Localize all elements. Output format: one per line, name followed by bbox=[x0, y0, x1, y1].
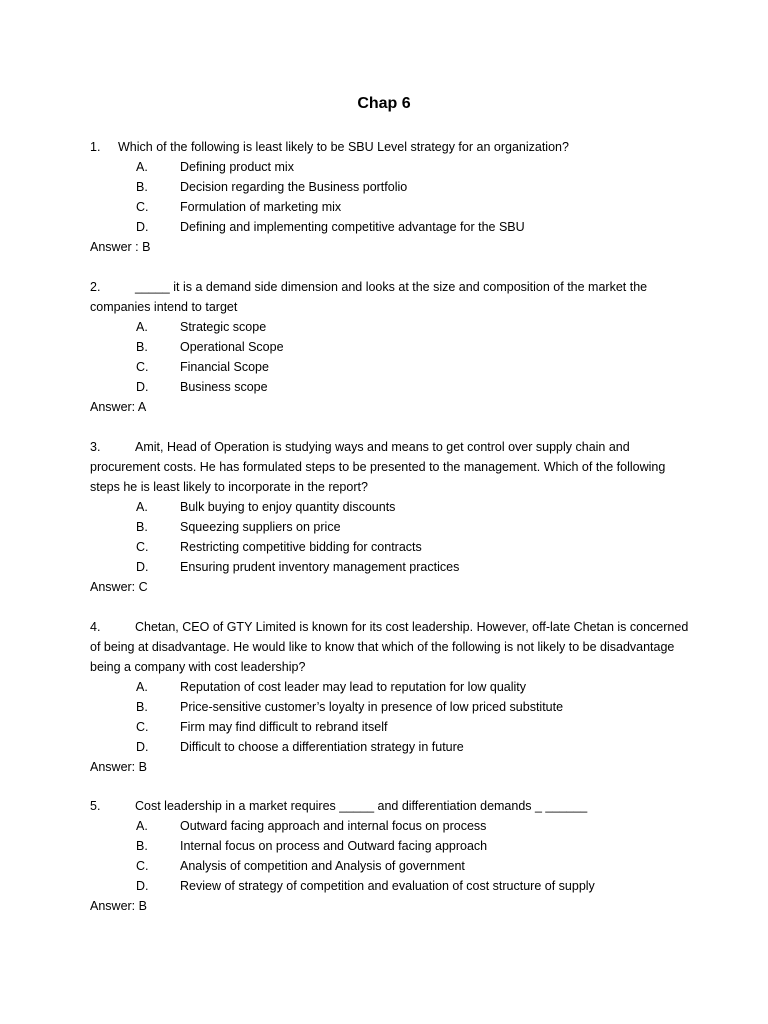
option-a: A. Outward facing approach and internal focus on process bbox=[136, 819, 487, 833]
question-1 bbox=[90, 137, 690, 257]
question-stem: Which of the following is least likely to be SBU Level strategy for an organization? bbox=[118, 140, 569, 154]
question-number: 5. bbox=[90, 799, 101, 813]
question-text bbox=[90, 617, 690, 677]
answer: Answer: A bbox=[90, 400, 147, 414]
question-number: 4. bbox=[90, 620, 101, 634]
option-d: D. Difficult to choose a differentiation strategy in future bbox=[136, 740, 464, 754]
option-b: B. Decision regarding the Business portfolio bbox=[136, 180, 408, 194]
option-a: A. Bulk buying to enjoy quantity discounts bbox=[136, 500, 396, 514]
question-number: 2. bbox=[90, 280, 101, 294]
option-c: C. Analysis of competition and Analysis of government bbox=[136, 859, 465, 873]
answer: Answer: B bbox=[90, 760, 147, 774]
question-3 bbox=[90, 437, 690, 597]
question-stem: Cost leadership in a market requires _____ and differentiation demands _ ______ bbox=[135, 799, 588, 813]
answer: Answer: B bbox=[90, 899, 147, 913]
option-a: A. Defining product mix bbox=[136, 160, 294, 174]
question-2 bbox=[90, 277, 690, 417]
option-c: C. Firm may find difficult to rebrand itself bbox=[136, 720, 388, 734]
option-c: C. Restricting competitive bidding for contracts bbox=[136, 540, 422, 554]
answer: Answer : B bbox=[90, 240, 151, 254]
question-4 bbox=[90, 617, 690, 777]
question-number: 3. bbox=[90, 440, 101, 454]
option-d: D. Review of strategy of competition and evaluation of cost structure of supply bbox=[136, 879, 595, 893]
question-text bbox=[90, 796, 690, 816]
option-d: D. Business scope bbox=[136, 380, 268, 394]
question-stem: _____ it is a demand side dimension and looks at the size and composition of the market the companies intend to target bbox=[90, 280, 648, 314]
option-d: D. Defining and implementing competitive advantage for the SBU bbox=[136, 220, 525, 234]
option-b: B. Squeezing suppliers on price bbox=[136, 520, 341, 534]
question-5 bbox=[90, 796, 690, 916]
question-text bbox=[90, 137, 690, 157]
option-b: B. Internal focus on process and Outward facing approach bbox=[136, 839, 488, 853]
option-b: B. Price-sensitive customer’s loyalty in presence of low priced substitute bbox=[136, 700, 564, 714]
option-a: A. Reputation of cost leader may lead to reputation for low quality bbox=[136, 680, 527, 694]
option-c: C. Formulation of marketing mix bbox=[136, 200, 342, 214]
question-text bbox=[90, 437, 690, 497]
question-number: 1. bbox=[90, 140, 101, 154]
option-b: B. Operational Scope bbox=[136, 340, 284, 354]
answer: Answer: C bbox=[90, 580, 148, 594]
option-a: A. Strategic scope bbox=[136, 320, 267, 334]
question-stem: Chetan, CEO of GTY Limited is known for its cost leadership. However, off-late Chetan is concerned of being at disadvantage. He would like to know that which of the following is not likely to be disadvantage being a company with cost leadership? bbox=[90, 620, 689, 674]
question-text bbox=[90, 277, 690, 317]
option-d: D. Ensuring prudent inventory management practices bbox=[136, 560, 460, 574]
page-title: Chap 6 bbox=[357, 95, 411, 112]
question-stem: Amit, Head of Operation is studying ways and means to get control over supply chain and procurement costs. He has formulated steps to be presented to the management. Which of the following steps he is least likely to incorporate in the report? bbox=[90, 440, 666, 494]
option-c: C. Financial Scope bbox=[136, 360, 269, 374]
